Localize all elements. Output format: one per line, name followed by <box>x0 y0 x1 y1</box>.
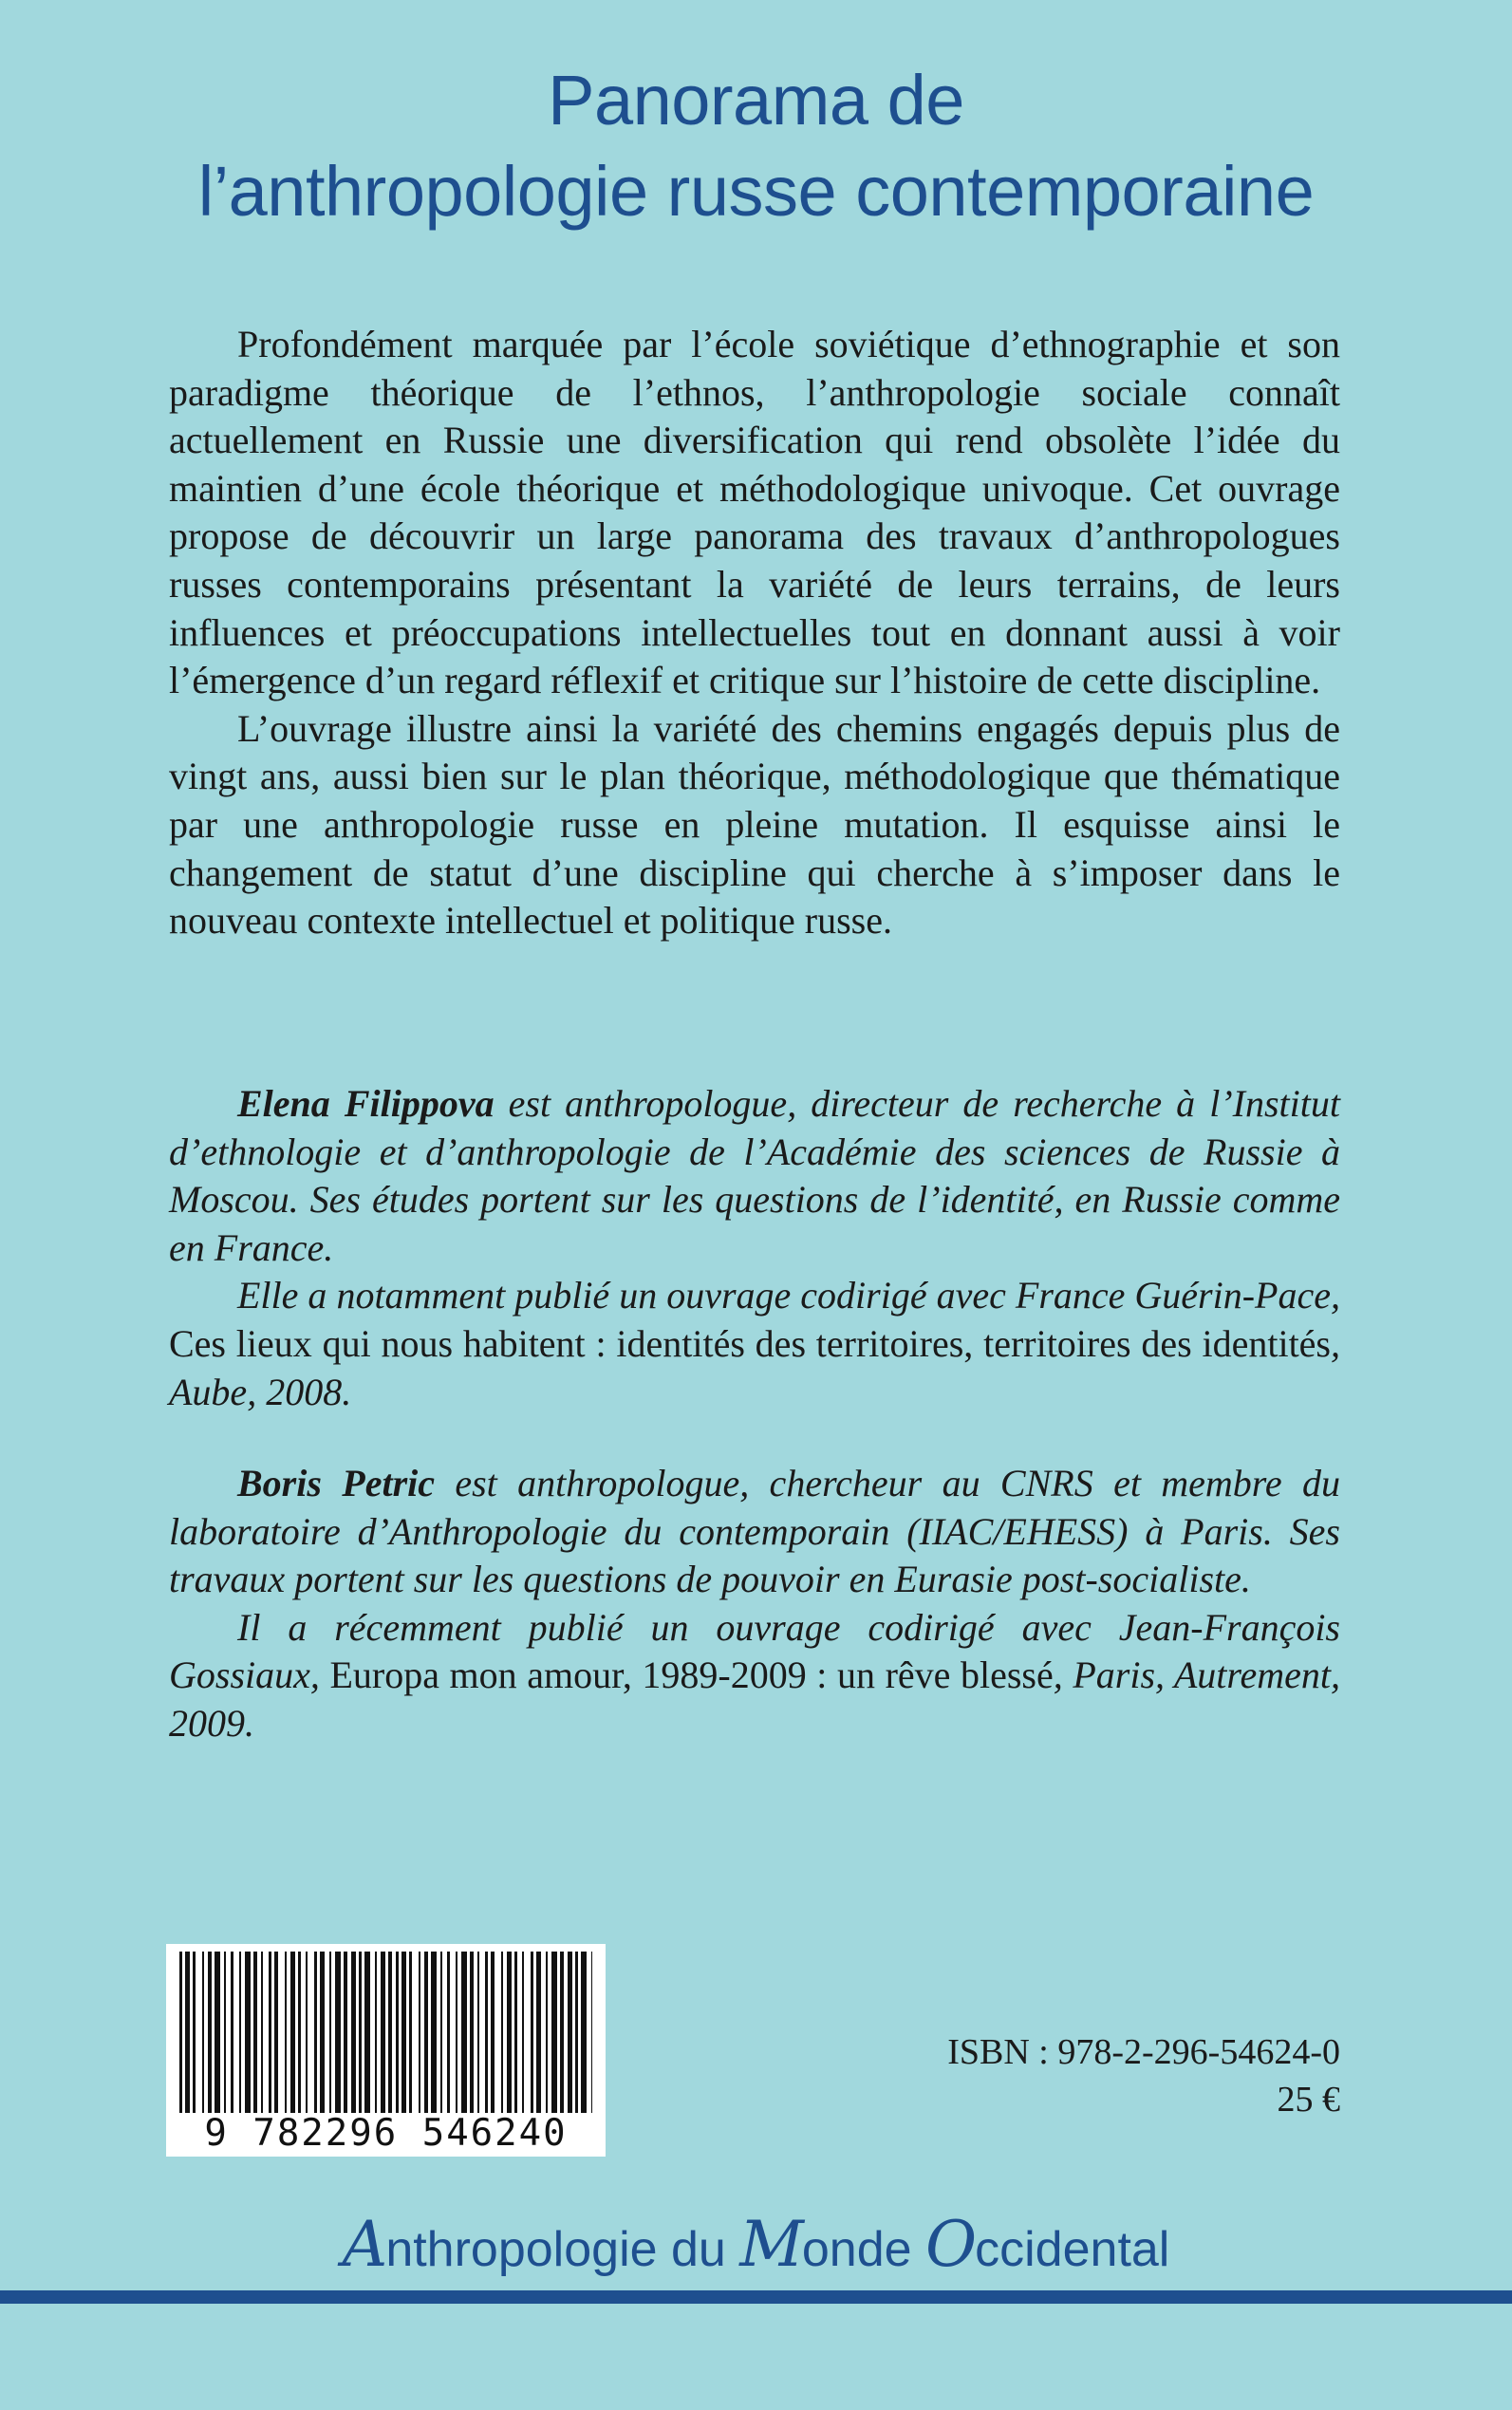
barcode-bar <box>231 1952 233 2119</box>
barcode-bar <box>388 1952 392 2119</box>
series-initial-m: M <box>739 2208 802 2281</box>
barcode-bar <box>215 1952 220 2119</box>
barcode-bar <box>470 1952 474 2119</box>
bio-petric-text: est anthropologue, chercheur au CNRS et membre du laboratoire d’Anthropologie du contemporain (IIAC/EHESS) à Paris. Ses travaux portent sur les questions de pouvoir en Eurasie post-socialiste. <box>169 1462 1340 1601</box>
barcode-bar <box>424 1952 428 2119</box>
bottom-rule <box>0 2290 1512 2304</box>
barcode-bar <box>522 1952 524 2119</box>
pub-petric-intro: Il a récemment publié un ouvrage codirigé avec Jean-François Gossiaux, <box>169 1605 1340 1697</box>
bio-filippova-text: est anthropologue, directeur de recherche à l’Institut d’ethnologie et d’anthropologie de l’Académie des sciences de Russie à Moscou. Ses études portent sur les questions de l’identité, en Russie comme en France. <box>169 1082 1340 1269</box>
bio-petric-paragraph <box>169 1460 1340 1604</box>
barcode-bar <box>575 1952 578 2119</box>
barcode-bar <box>314 1952 317 2119</box>
barcode-bar <box>351 1952 356 2119</box>
barcode-bar <box>208 1952 212 2119</box>
barcode-bar <box>501 1952 503 2119</box>
barcode-bar <box>477 1952 479 2119</box>
author-name-petric: Boris Petric <box>237 1462 436 1504</box>
pub-filippova-title: Ces lieux qui nous habitent : identités des territoires, territoires des identités <box>169 1321 1331 1365</box>
barcode-bar <box>193 1952 196 2119</box>
price: 25 € <box>1277 2080 1340 2120</box>
barcode-bar <box>359 1952 362 2119</box>
summary-paragraph-2: L’ouvrage illustre ainsi la variété des chemins engagés depuis plus de vingt ans, aussi bien sur le plan théorique, méthodologique que thématique par une anthropologie russe en pleine mutation. Il esquisse ainsi le changement de statut d’une discipline qui cherche à s’imposer dans le nouveau contexte intellectuel et politique russe. <box>169 706 1340 943</box>
barcode-bar <box>419 1952 420 2119</box>
barcode-bar <box>551 1952 557 2119</box>
barcode-bar <box>546 1952 548 2119</box>
summary-paragraph-1: Profondément marquée par l’école soviétique d’ethnographie et son paradigme théorique de l’ethnos, l’anthropologie sociale connaît actuellement en Russie une diversification qui rend obsolète l’idée du maintien d’une école théorique et méthodologique univoque. Cet ouvrage propose de découvrir un large panorama des travaux d’anthropologues russes contemporains présentant la variété de leurs terrains, de leurs influences et préoccupations intellectuelles tout en donnant aussi à voir l’émergence d’un regard réflexif et critique sur l’histoire de cette discipline. <box>169 323 1340 702</box>
author-bio-petric <box>169 1460 1340 1748</box>
isbn: ISBN : 978-2-296-54624-0 <box>947 2032 1340 2072</box>
barcode-bar <box>245 1952 251 2119</box>
barcode-bar <box>269 1952 271 2119</box>
pub-petric-title: Europa mon amour, 1989-2009 : un rêve blessé <box>329 1653 1054 1697</box>
pub-filippova-after: , Aube, 2008. <box>169 1321 1340 1413</box>
barcode-bar <box>456 1952 457 2119</box>
barcode-bar <box>290 1952 295 2119</box>
series-name <box>0 2208 1512 2283</box>
bio-petric-publication <box>169 1604 1340 1748</box>
barcode-bar <box>253 1952 257 2119</box>
barcode-bar <box>409 1952 412 2119</box>
barcode-bar <box>375 1952 377 2119</box>
bio-filippova-publication <box>169 1272 1340 1416</box>
barcode-bar <box>401 1952 406 2119</box>
barcode-bar <box>239 1952 241 2119</box>
barcode-bar <box>364 1952 370 2119</box>
series-word-1: nthropologie du <box>385 2222 740 2277</box>
barcode-bar <box>179 1952 182 2119</box>
book-title <box>0 55 1512 237</box>
book-title-line-2: l’anthropologie russe contemporaine <box>197 152 1315 231</box>
barcode-bar <box>274 1952 278 2119</box>
series-word-2: onde <box>801 2222 926 2277</box>
series-initial-o: O <box>925 2208 976 2281</box>
series-word-3: ccidental <box>975 2222 1170 2277</box>
barcode-bar <box>306 1952 308 2119</box>
barcode-bar <box>581 1952 587 2119</box>
bio-filippova-paragraph <box>169 1080 1340 1272</box>
barcode-digits: 9 782296 546240 <box>166 2113 606 2155</box>
barcode-bar <box>568 1952 572 2119</box>
barcode-bar <box>224 1952 226 2119</box>
barcode-bar <box>335 1952 341 2119</box>
book-title-line-1: Panorama de <box>548 61 964 140</box>
barcode-bar <box>261 1952 263 2119</box>
series-initial-a: A <box>342 2208 386 2281</box>
barcode-bar <box>514 1952 517 2119</box>
pub-petric-after: , Paris, Autrement, 2009. <box>169 1653 1340 1745</box>
barcode-bar <box>507 1952 512 2119</box>
barcode-bar <box>440 1952 442 2119</box>
barcode-bar <box>536 1952 541 2119</box>
pub-filippova-intro: Elle a notamment publié un ouvrage codirigé avec France Guérin-Pace, <box>237 1274 1340 1317</box>
barcode-bar <box>531 1952 533 2119</box>
author-bio-filippova <box>169 1080 1340 1416</box>
author-name-filippova: Elena Filippova <box>237 1082 495 1125</box>
barcode-bar <box>431 1952 437 2119</box>
barcode-bar <box>560 1952 564 2119</box>
barcode-bar <box>485 1952 488 2119</box>
barcode-bar <box>344 1952 347 2119</box>
barcode <box>166 1944 606 2157</box>
barcode-bar <box>329 1952 331 2119</box>
barcode-bar <box>298 1952 301 2119</box>
barcode-bar <box>202 1952 204 2119</box>
barcode-bar <box>320 1952 325 2119</box>
barcode-bar <box>591 1952 592 2119</box>
barcode-bar <box>491 1952 495 2119</box>
barcode-bar <box>285 1952 287 2119</box>
barcode-bar <box>381 1952 385 2119</box>
barcode-bar <box>461 1952 467 2119</box>
barcode-bar <box>185 1952 190 2119</box>
barcode-bar <box>447 1952 450 2119</box>
book-summary <box>169 321 1340 945</box>
barcode-bar <box>396 1952 399 2119</box>
